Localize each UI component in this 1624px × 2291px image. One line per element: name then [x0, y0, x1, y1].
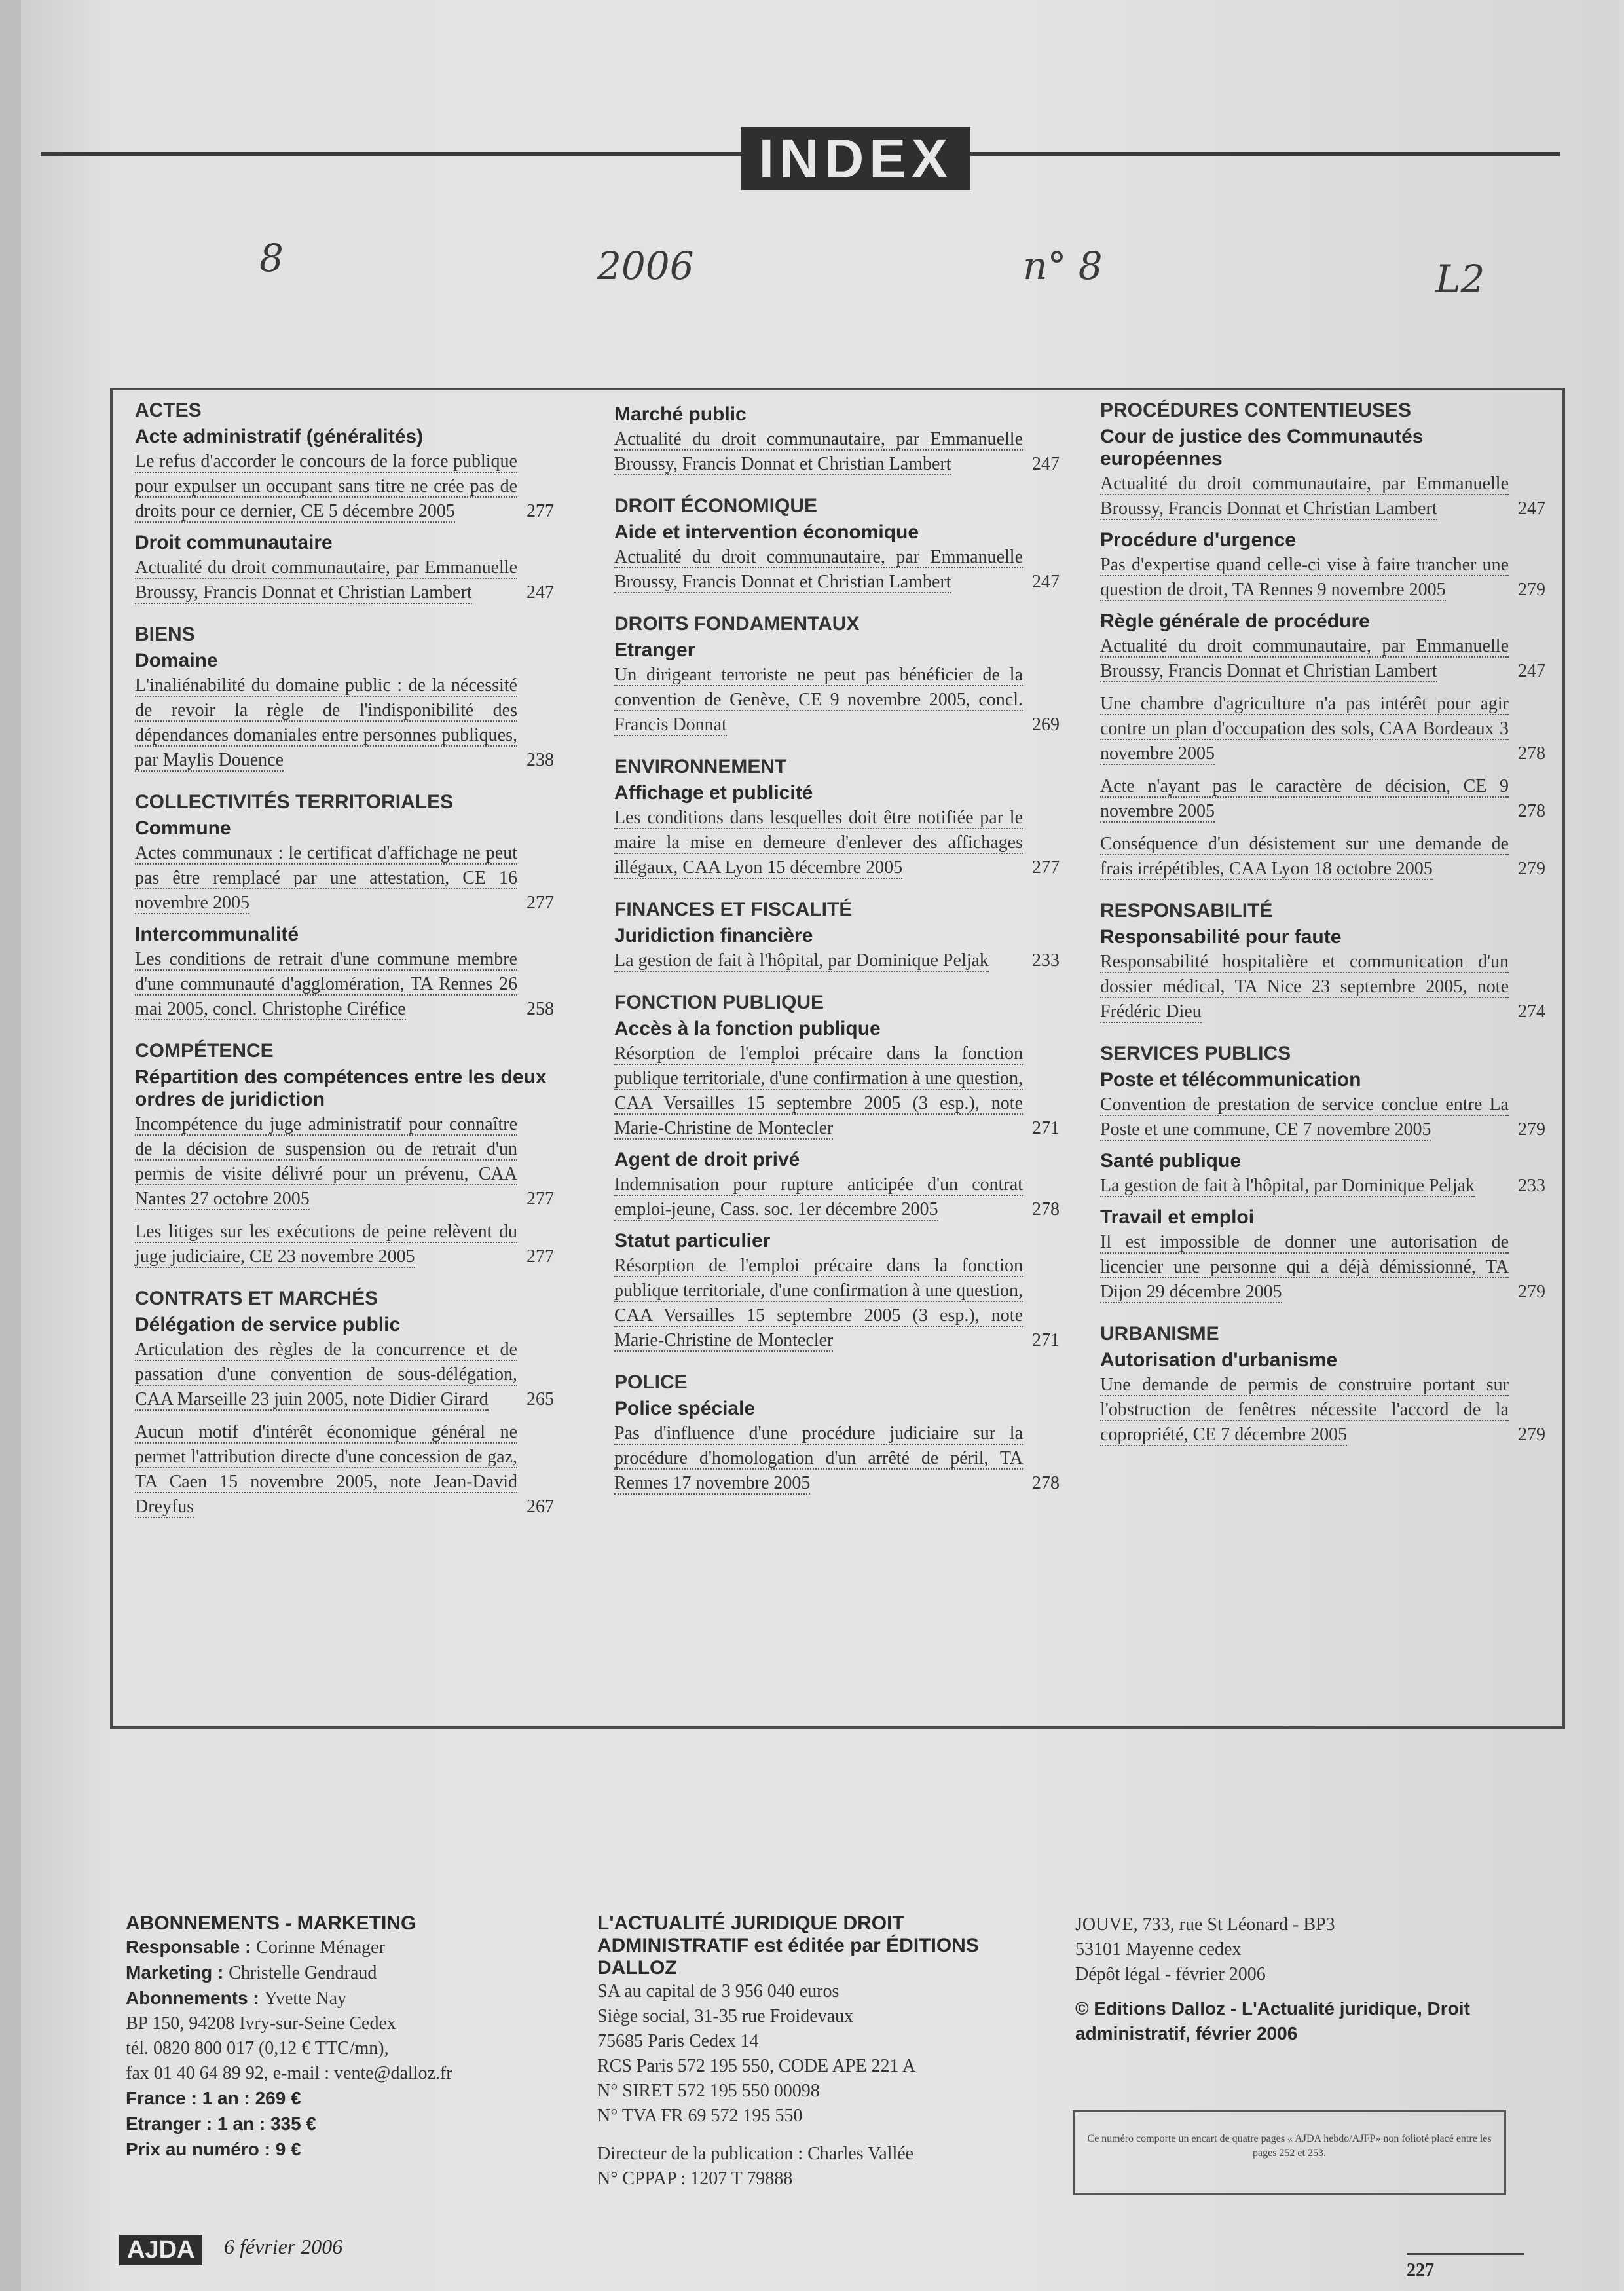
footer-label: Prix au numéro : 9 €: [126, 2139, 301, 2159]
index-entry: [614, 806, 1060, 880]
entry-text: Conséquence d'un désistement sur une demande de frais irrépétibles, CAA Lyon 18 octobre 2005: [1100, 834, 1509, 879]
entry-page-number: 271: [1032, 1118, 1060, 1138]
entry-text: Acte n'ayant pas le caractère de décision, CE 9 novembre 2005: [1100, 776, 1509, 821]
subsection-heading: Responsabilité pour faute: [1100, 926, 1342, 948]
subsection-heading: Statut particulier: [614, 1230, 771, 1252]
footer-value: BP 150, 94208 Ivry-sur-Seine Cedex: [126, 2013, 396, 2034]
footer-label: Abonnements :: [126, 1988, 265, 2008]
index-entry: [135, 449, 554, 524]
entry-page-number: 278: [1518, 801, 1545, 821]
footer-line: SA au capital de 3 956 040 euros: [597, 1981, 840, 2002]
entry-page-number: 278: [1032, 1473, 1060, 1493]
index-entry: [614, 1254, 1060, 1353]
footer-heading: L'ACTUALITÉ JURIDIQUE DROIT ADMINISTRATIF est éditée par ÉDITIONS DALLOZ: [597, 1912, 979, 1979]
entry-text: Une chambre d'agriculture n'a pas intérêt pour agir contre un plan d'occupation des sols, CAA Bordeaux 3 novembre 2005: [1100, 694, 1509, 764]
entry-text: Actualité du droit communautaire, par Emmanuelle Broussy, Francis Donnat et Christian Lambert: [1100, 636, 1509, 681]
index-entry: [614, 1041, 1060, 1141]
handwritten-note: n° 8: [1023, 244, 1103, 288]
index-entry: [135, 947, 554, 1022]
subsection-heading: Agent de droit privé: [614, 1149, 800, 1170]
entry-page-number: 277: [526, 501, 554, 521]
footer-line: [126, 2137, 597, 2163]
entry-text: L'inaliénabilité du domaine public : de la nécessité de revoir la règle de l'indisponibilité des dépendances domaniales entre personnes publiques, par Maylis Douence: [135, 675, 517, 770]
subsection-heading: Autorisation d'urbanisme: [1100, 1349, 1338, 1371]
footer-line: RCS Paris 572 195 550, CODE APE 221 A: [597, 2056, 916, 2076]
entry-text: Les litiges sur les exécutions de peine relèvent du juge judiciaire, CE 23 novembre 2005: [135, 1221, 517, 1267]
section-heading: POLICE: [614, 1371, 688, 1393]
footer-value: Yvette Nay: [264, 1988, 347, 2009]
entry-text: Résorption de l'emploi précaire dans la fonction publique territoriale, d'une confirmation à une question, CAA Versailles 15 septembre 2005 (3 esp.), note Marie-Christine de Montecler: [614, 1043, 1023, 1138]
subsection-heading: Intercommunalité: [135, 923, 299, 945]
index-entry: [1100, 692, 1545, 766]
entry-text: Une demande de permis de construire portant sur l'obstruction de fenêtres nécessite l'accord de la copropriété, CE 7 décembre 2005: [1100, 1375, 1509, 1445]
entry-text: Incompétence du juge administratif pour connaître de la décision de suspension ou de retrait d'un permis de visite délivré pour un prévenu, CAA Nantes 27 octobre 2005: [135, 1114, 517, 1209]
entry-page-number: 277: [1032, 857, 1060, 878]
entry-page-number: 247: [1032, 572, 1060, 592]
index-entry: [1100, 950, 1545, 1024]
footer-line: N° TVA FR 69 572 195 550: [597, 2106, 803, 2126]
entry-page-number: 277: [526, 893, 554, 913]
index-box: [110, 388, 1565, 1729]
entry-page-number: 279: [1518, 859, 1545, 879]
section-heading: COLLECTIVITÉS TERRITORIALES: [135, 791, 454, 813]
entry-text: Actualité du droit communautaire, par Emmanuelle Broussy, Francis Donnat et Christian Lambert: [1100, 474, 1509, 519]
entry-text: Aucun motif d'intérêt économique général ne permet l'attribution directe d'une concession de gaz, TA Caen 15 novembre 2005, note Jean-David Dreyfus: [135, 1422, 517, 1517]
footer-label: Responsable :: [126, 1937, 257, 1957]
entry-page-number: 238: [526, 750, 554, 770]
footer-copyright: © Editions Dalloz - L'Actualité juridique, Droit administratif, février 2006: [1075, 1998, 1470, 2043]
section-heading: DROIT ÉCONOMIQUE: [614, 495, 818, 517]
entry-text: Actualité du droit communautaire, par Emmanuelle Broussy, Francis Donnat et Christian Lambert: [614, 429, 1023, 474]
footer-line: [126, 2036, 597, 2061]
entry-text: Actualité du droit communautaire, par Emmanuelle Broussy, Francis Donnat et Christian Lambert: [135, 557, 517, 603]
footer-line: [126, 2061, 597, 2086]
subsection-heading: Travail et emploi: [1100, 1206, 1255, 1228]
index-entry: [135, 1420, 554, 1519]
entry-page-number: 233: [1518, 1176, 1545, 1196]
subsection-heading: Police spéciale: [614, 1398, 756, 1419]
handwritten-note: 8: [259, 236, 284, 280]
subsection-heading: Cour de justice des Communautés européennes: [1100, 426, 1424, 470]
footer-label: Marketing :: [126, 1962, 229, 1983]
insert-note: Ce numéro comporte un encart de quatre pages « AJDA hebdo/AJFP» non folioté placé entre les pages 252 et 253.: [1073, 2110, 1506, 2195]
page-number: 227: [1407, 2253, 1524, 2281]
entry-text: La gestion de fait à l'hôpital, par Dominique Peljak: [1100, 1176, 1475, 1196]
header-rule-left: [41, 152, 748, 156]
index-entry: [1100, 634, 1545, 684]
footer-line: [126, 2112, 597, 2137]
entry-page-number: 278: [1518, 743, 1545, 764]
footer-line: N° SIRET 572 195 550 00098: [597, 2081, 820, 2101]
footer-line: Siège social, 31-35 rue Froidevaux: [597, 2006, 854, 2026]
entry-text: Il est impossible de donner une autorisation de licencier une personne qui a déjà démissionné, TA Dijon 29 décembre 2005: [1100, 1232, 1509, 1302]
subsection-heading: Règle générale de procédure: [1100, 610, 1370, 632]
entry-page-number: 277: [526, 1246, 554, 1267]
section-heading: BIENS: [135, 624, 195, 645]
footer-value: Corinne Ménager: [256, 1937, 385, 1958]
section-heading: PROCÉDURES CONTENTIEUSES: [1100, 400, 1412, 421]
handwritten-note: 2006: [597, 244, 694, 288]
index-entry: [135, 841, 554, 916]
entry-text: Les conditions de retrait d'une commune membre d'une communauté d'agglomération, TA Rennes 26 mai 2005, concl. Christophe Ciréfice: [135, 949, 517, 1019]
footer-line: [126, 1960, 597, 1986]
footer-value: tél. 0820 800 017 (0,12 € TTC/mn),: [126, 2038, 389, 2058]
handwritten-note: L2: [1435, 257, 1485, 301]
entry-text: Articulation des règles de la concurrence et de passation d'une convention de sous-délégation, CAA Marseille 23 juin 2005, note Didier Girard: [135, 1339, 517, 1409]
entry-text: Actualité du droit communautaire, par Emmanuelle Broussy, Francis Donnat et Christian Lambert: [614, 547, 1023, 592]
footer-subscriptions: [126, 1912, 597, 2163]
footer-line: 53101 Mayenne cedex: [1075, 1939, 1242, 1960]
footer-value: Christelle Gendraud: [229, 1963, 377, 1983]
subsection-heading: Délégation de service public: [135, 1314, 401, 1335]
index-entry: [614, 1421, 1060, 1496]
entry-page-number: 247: [526, 582, 554, 603]
index-entry: [135, 555, 554, 605]
footer-line: [126, 1935, 597, 1960]
footer-line: [597, 2129, 1056, 2142]
footer-line: N° CPPAP : 1207 T 79888: [597, 2169, 793, 2189]
entry-page-number: 279: [1518, 580, 1545, 600]
entry-page-number: 265: [526, 1389, 554, 1409]
entry-page-number: 267: [526, 1497, 554, 1517]
entry-text: La gestion de fait à l'hôpital, par Dominique Peljak: [614, 950, 989, 971]
footer-line: Dépôt légal - février 2006: [1075, 1964, 1266, 1984]
index-entry: [1100, 553, 1545, 603]
footer-line: [126, 1986, 597, 2011]
entry-text: Actes communaux : le certificat d'affichage ne peut pas être remplacé par une attestation, CE 16 novembre 2005: [135, 843, 517, 913]
entry-page-number: 279: [1518, 1119, 1545, 1140]
page-spine: [0, 0, 21, 2291]
subsection-heading: Poste et télécommunication: [1100, 1069, 1361, 1090]
footer-label: France : 1 an : 269 €: [126, 2088, 301, 2108]
index-entry: [614, 1172, 1060, 1222]
footer-line: [126, 2086, 597, 2112]
document-page: [21, 0, 1619, 2291]
entry-page-number: 247: [1518, 498, 1545, 519]
index-entry: [1100, 1373, 1545, 1447]
index-entry: [1100, 1092, 1545, 1142]
footer-value: fax 01 40 64 89 92, e-mail : vente@dalloz.fr: [126, 2063, 452, 2083]
index-entry: [135, 1112, 554, 1212]
footer-line: [126, 2011, 597, 2036]
section-heading: FINANCES ET FISCALITÉ: [614, 899, 853, 920]
entry-text: Pas d'expertise quand celle-ci vise à faire trancher une question de droit, TA Rennes 9 novembre 2005: [1100, 555, 1509, 600]
entry-page-number: 269: [1032, 715, 1060, 735]
section-heading: CONTRATS ET MARCHÉS: [135, 1288, 378, 1309]
entry-page-number: 258: [526, 999, 554, 1019]
index-entry: [135, 1220, 554, 1269]
index-entry: [614, 948, 1060, 973]
subsection-heading: Marché public: [614, 403, 747, 425]
subsection-heading: Affichage et publicité: [614, 782, 813, 804]
footer-line: JOUVE, 733, rue St Léonard - BP3: [1075, 1914, 1335, 1935]
index-column-3: [1100, 390, 1545, 1455]
index-title: INDEX: [741, 127, 970, 190]
subsection-heading: Acte administratif (généralités): [135, 426, 424, 447]
index-column-1: [135, 390, 554, 1527]
section-heading: URBANISME: [1100, 1323, 1219, 1345]
footer-line: 75685 Paris Cedex 14: [597, 2031, 759, 2051]
journal-logo: AJDA: [119, 2235, 202, 2265]
index-entry: [1100, 774, 1545, 824]
entry-text: Responsabilité hospitalière et communication d'un dossier médical, TA Nice 23 septembre 2005, note Frédéric Dieu: [1100, 952, 1509, 1022]
subsection-heading: Juridiction financière: [614, 925, 813, 946]
header-rule-right: [970, 152, 1560, 156]
section-heading: DROITS FONDAMENTAUX: [614, 613, 860, 635]
section-heading: ENVIRONNEMENT: [614, 756, 787, 777]
subsection-heading: Procédure d'urgence: [1100, 529, 1296, 551]
entry-text: Pas d'influence d'une procédure judiciaire sur la procédure d'homologation d'un arrêté de péril, TA Rennes 17 novembre 2005: [614, 1423, 1023, 1493]
subsection-heading: Droit communautaire: [135, 532, 333, 553]
subsection-heading: Santé publique: [1100, 1150, 1242, 1172]
entry-page-number: 247: [1518, 661, 1545, 681]
entry-text: Un dirigeant terroriste ne peut pas bénéficier de la convention de Genève, CE 9 novembre 2005, concl. Francis Donnat: [614, 665, 1023, 735]
index-entry: [614, 663, 1060, 737]
entry-page-number: 274: [1518, 1001, 1545, 1022]
subsection-heading: Domaine: [135, 650, 218, 671]
footer-publisher: [597, 1912, 1056, 2191]
entry-page-number: 277: [526, 1189, 554, 1209]
entry-text: Les conditions dans lesquelles doit être notifiée par le maire la mise en demeure d'enlever des affichages illégaux, CAA Lyon 15 décembre 2005: [614, 808, 1023, 878]
index-entry: [1100, 832, 1545, 882]
index-entry: [1100, 1174, 1545, 1199]
issue-date: 6 février 2006: [224, 2235, 343, 2258]
section-heading: SERVICES PUBLICS: [1100, 1043, 1291, 1064]
section-heading: ACTES: [135, 400, 202, 421]
entry-text: Résorption de l'emploi précaire dans la fonction publique territoriale, d'une confirmation à une question, CAA Versailles 15 septembre 2005 (3 esp.), note Marie-Christine de Montecler: [614, 1256, 1023, 1350]
entry-page-number: 279: [1518, 1282, 1545, 1302]
subsection-heading: Aide et intervention économique: [614, 521, 919, 543]
footer-line: Directeur de la publication : Charles Vallée: [597, 2144, 914, 2164]
subsection-heading: Commune: [135, 817, 231, 839]
subsection-heading: Accès à la fonction publique: [614, 1018, 881, 1039]
index-entry: [1100, 1230, 1545, 1305]
section-heading: RESPONSABILITÉ: [1100, 900, 1273, 922]
entry-page-number: 278: [1032, 1199, 1060, 1220]
entry-page-number: 271: [1032, 1330, 1060, 1350]
subsection-heading: Etranger: [614, 639, 695, 661]
index-entry: [614, 545, 1060, 595]
footer-heading: ABONNEMENTS - MARKETING: [126, 1912, 416, 1934]
index-column-2: [614, 390, 1060, 1504]
footer-printer: [1075, 1912, 1547, 2046]
entry-page-number: 247: [1032, 454, 1060, 474]
index-entry: [135, 1337, 554, 1412]
index-entry: [135, 673, 554, 773]
index-entry: [614, 427, 1060, 477]
footer-label: Etranger : 1 an : 335 €: [126, 2114, 317, 2134]
section-heading: FONCTION PUBLIQUE: [614, 992, 824, 1013]
section-heading: COMPÉTENCE: [135, 1040, 274, 1062]
subsection-heading: Répartition des compétences entre les deux ordres de juridiction: [135, 1066, 547, 1110]
entry-text: Convention de prestation de service conclue entre La Poste et une commune, CE 7 novembre 2005: [1100, 1094, 1509, 1140]
entry-text: Indemnisation pour rupture anticipée d'un contrat emploi-jeune, Cass. soc. 1er décembre 2005: [614, 1174, 1023, 1220]
index-entry: [1100, 472, 1545, 521]
entry-text: Le refus d'accorder le concours de la force publique pour expulser un occupant sans titre ne crée pas de droits pour ce dernier, CE 5 décembre 2005: [135, 451, 517, 521]
entry-page-number: 233: [1032, 950, 1060, 971]
entry-page-number: 279: [1518, 1425, 1545, 1445]
